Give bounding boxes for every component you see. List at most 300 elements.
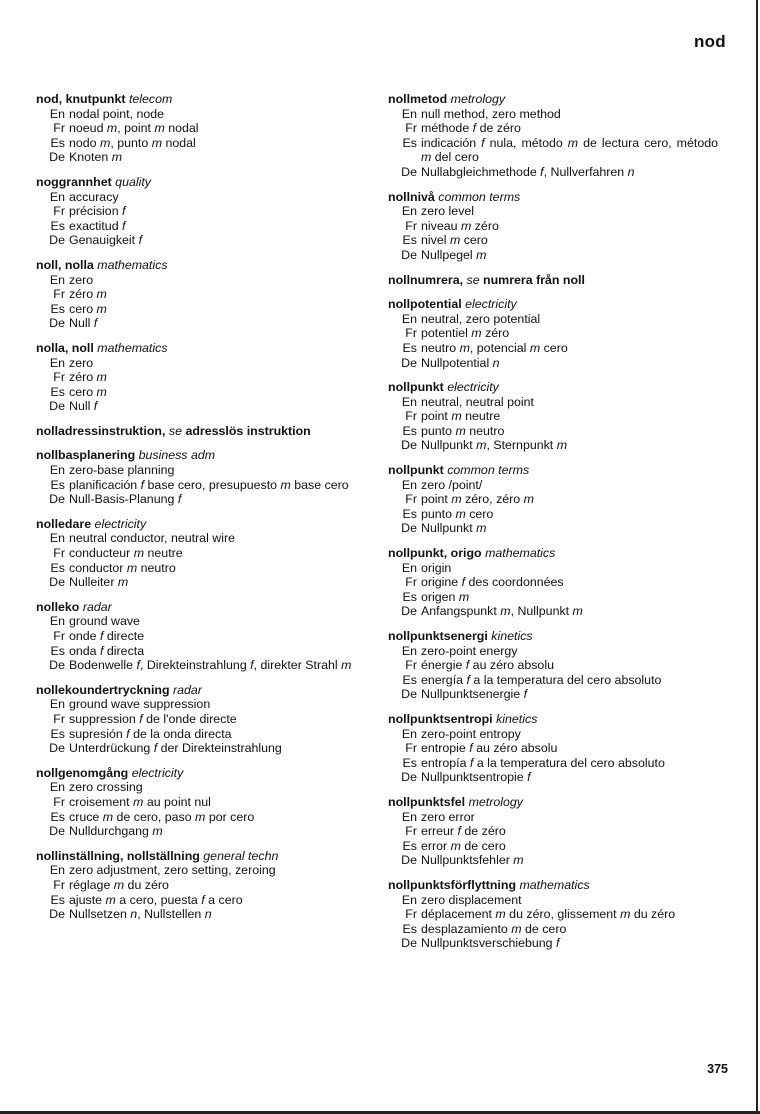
translation-line [36, 561, 371, 576]
translation-segment: Nullpunktsentropie [421, 770, 528, 785]
entry-headword [36, 517, 371, 532]
translation-segment: , Nullverfahren [543, 164, 628, 179]
translation-line [36, 658, 371, 673]
language-code: De [49, 316, 65, 331]
translation-text [421, 326, 718, 341]
translation-line [388, 121, 718, 136]
entry-headword [388, 795, 718, 810]
translation-text [69, 614, 371, 629]
translation-segment: au zéro absolu [472, 741, 558, 756]
translation-segment: de lectura cero, método [578, 135, 718, 150]
translation-text [421, 907, 718, 922]
translation-segment: cruce [69, 809, 103, 824]
translation-text [69, 136, 371, 151]
translation-segment: directe [103, 629, 145, 643]
language-code: De [401, 853, 417, 868]
translation-text [421, 204, 718, 219]
language-code: Fr [53, 877, 65, 892]
translation-line [36, 907, 371, 922]
headword-term: adresslös instruktion [185, 423, 311, 438]
grammatical-gender: m [529, 340, 541, 355]
subject-field-label: quality [115, 174, 151, 189]
grammatical-gender: n [204, 907, 212, 922]
translation-segment: conductor [69, 560, 127, 575]
translation-text [69, 863, 371, 878]
translation-segment: conducteur [69, 546, 134, 561]
translation-segment: des coordonnées [465, 575, 564, 590]
grammatical-gender: m [421, 150, 432, 165]
dictionary-entry [388, 190, 718, 263]
translation-line [388, 575, 718, 590]
grammatical-gender: m [341, 658, 352, 673]
translation-line [388, 604, 718, 619]
headword-term: nolla, noll [36, 340, 94, 355]
subject-field-label: business adm [138, 448, 216, 463]
translation-text [69, 810, 371, 825]
translation-segment: punto [421, 506, 456, 521]
translation-segment: der Direkteinstrahlung [157, 741, 282, 756]
translation-line [388, 687, 718, 702]
language-code: De [401, 770, 417, 785]
page-edge-right [756, 0, 758, 1114]
language-code: En [401, 311, 417, 326]
translation-text [421, 839, 718, 854]
dictionary-entry [36, 175, 371, 248]
grammatical-gender: m [459, 340, 470, 355]
language-code: De [49, 575, 65, 590]
subject-field-label: general techn [203, 848, 279, 863]
translation-segment: croisement [69, 794, 134, 809]
translation-text [69, 107, 371, 122]
translation-segment: punto [421, 423, 456, 438]
translation-segment: null method, zero method [421, 106, 561, 121]
language-code: En [49, 697, 65, 712]
subject-field-label: electricity [94, 516, 147, 531]
translation-segment: Unterdrückung [69, 741, 154, 756]
grammatical-gender: m [451, 409, 462, 424]
grammatical-gender: m [500, 604, 511, 619]
translation-line [36, 273, 371, 288]
translation-text [69, 824, 371, 839]
grammatical-gender: m [513, 853, 524, 868]
grammatical-gender: f [481, 135, 485, 150]
dictionary-entry [388, 795, 718, 868]
language-code: De [49, 399, 65, 414]
translation-text [69, 531, 371, 546]
language-code: En [401, 643, 417, 658]
entry-headword [388, 712, 718, 727]
grammatical-gender: f [540, 164, 544, 179]
dictionary-entry [36, 92, 371, 165]
grammatical-gender: f [469, 755, 474, 770]
language-code: En [401, 394, 417, 409]
translation-segment: a cero, puesta [115, 892, 202, 907]
language-code: Es [50, 643, 65, 658]
translation-line [36, 575, 371, 590]
translation-line [36, 712, 371, 727]
grammatical-gender: m [449, 233, 461, 248]
translation-line [388, 326, 718, 341]
translation-line [388, 673, 718, 688]
translation-line [36, 780, 371, 795]
grammatical-gender: m [96, 384, 107, 399]
subject-field-label: telecom [128, 92, 173, 106]
translation-segment: zero /point/ [421, 477, 483, 492]
language-code: Es [50, 384, 65, 399]
translation-segment: zero crossing [69, 780, 143, 795]
translation-segment: desplazamiento [421, 921, 512, 936]
cross-reference-marker: se [168, 423, 182, 438]
language-code: En [401, 560, 417, 575]
translation-segment: supresión [69, 726, 127, 741]
dictionary-entry [388, 712, 718, 785]
translation-segment: planificación [69, 477, 141, 492]
translation-line [36, 399, 371, 414]
grammatical-gender: m [154, 121, 165, 136]
translation-line [388, 521, 718, 536]
language-code: Fr [53, 204, 65, 219]
grammatical-gender: m [471, 326, 482, 341]
translation-text [421, 770, 718, 785]
translation-line [36, 478, 371, 493]
dictionary-column-left [36, 92, 371, 932]
grammatical-gender: m [126, 560, 138, 575]
translation-segment: zero error [421, 809, 475, 824]
language-code: En [49, 272, 65, 287]
language-code: De [401, 247, 417, 262]
entry-headword [36, 683, 371, 698]
translation-segment: de cero [460, 838, 506, 853]
translation-text [421, 673, 718, 688]
translation-segment: , Direkteinstrahlung [139, 658, 251, 673]
grammatical-gender: m [105, 892, 116, 907]
translation-line [36, 107, 371, 122]
translation-line [388, 204, 718, 219]
translation-segment: Nulleiter [69, 575, 118, 590]
translation-line [388, 424, 718, 439]
translation-segment: Nulldurchgang [69, 824, 153, 839]
headword-term: nod, knutpunkt [36, 92, 126, 106]
translation-line [36, 370, 371, 385]
translation-segment: nodal [164, 121, 199, 136]
grammatical-gender: m [117, 575, 129, 590]
translation-line [36, 644, 371, 659]
translation-line [388, 824, 718, 839]
translation-text [69, 463, 371, 478]
translation-text [69, 385, 371, 400]
grammatical-gender: m [106, 121, 118, 136]
headword-term: nolledare [36, 516, 92, 531]
translation-line [388, 233, 718, 248]
dictionary-entry [36, 448, 371, 506]
translation-text [69, 233, 371, 248]
language-code: Fr [405, 575, 417, 590]
grammatical-gender: m [111, 150, 123, 165]
language-code: Fr [53, 287, 65, 302]
translation-segment: de cero [521, 921, 567, 936]
dictionary-entry [36, 517, 371, 590]
grammatical-gender: m [455, 423, 466, 438]
translation-line [388, 756, 718, 771]
translation-text [69, 478, 371, 493]
entry-headword [36, 600, 371, 615]
subject-field-label: radar [82, 599, 112, 614]
headword-term: nollpunkt [388, 463, 444, 478]
translation-segment: zero-base planning [69, 463, 175, 478]
language-code: De [401, 164, 417, 179]
grammatical-gender: n [492, 355, 500, 370]
dictionary-entry [36, 424, 371, 439]
grammatical-gender: m [620, 907, 631, 922]
translation-segment: du zéro, glissement [505, 907, 621, 922]
translation-text [421, 107, 718, 122]
translation-segment: précision [69, 204, 123, 219]
language-code: Es [402, 340, 417, 355]
translation-segment: zero [69, 272, 94, 287]
grammatical-gender: f [139, 711, 143, 726]
language-code: Fr [405, 492, 417, 507]
translation-segment: origin [421, 560, 452, 575]
translation-text [421, 853, 718, 868]
grammatical-gender: m [450, 838, 461, 853]
dictionary-entry [36, 849, 371, 922]
translation-segment: ground wave [69, 614, 140, 629]
translation-segment: Bodenwelle [69, 658, 137, 673]
translation-segment: noeud [69, 121, 107, 136]
translation-segment: neutre [461, 409, 501, 424]
translation-segment: cero [69, 301, 97, 316]
headword-term: nollekoundertryckning [36, 682, 170, 697]
translation-text [69, 150, 371, 165]
translation-segment: zero displacement [421, 892, 522, 907]
language-code: Es [402, 672, 417, 687]
grammatical-gender: f [556, 936, 560, 951]
translation-line [36, 629, 371, 644]
translation-text [69, 316, 371, 331]
language-code: Fr [405, 658, 417, 673]
language-code: De [401, 355, 417, 370]
page-number: 375 [707, 1062, 728, 1076]
translation-line [388, 770, 718, 785]
translation-line [36, 190, 371, 205]
grammatical-gender: f [153, 741, 158, 756]
translation-segment: zero adjustment, zero setting, zeroing [69, 863, 276, 878]
language-code: Es [50, 892, 65, 907]
grammatical-gender: m [96, 370, 107, 385]
translation-text [421, 658, 718, 673]
dictionary-entry [36, 683, 371, 756]
language-code: Fr [53, 370, 65, 385]
headword-term: nollpunktsentropi [388, 711, 493, 726]
translation-text [69, 644, 371, 659]
translation-segment: Nullsetzen [69, 907, 131, 922]
translation-text [69, 204, 371, 219]
translation-segment: Null [69, 399, 94, 414]
language-code: Fr [53, 629, 65, 643]
translation-segment: du zéro [630, 907, 676, 922]
translation-line [388, 438, 718, 453]
grammatical-gender: m [100, 135, 111, 150]
dictionary-entry [36, 258, 371, 331]
translation-line [388, 107, 718, 122]
translation-segment: indicación [421, 135, 482, 150]
translation-text [421, 341, 718, 356]
translation-segment: Nullabgleichmethode [421, 164, 541, 179]
grammatical-gender: f [140, 477, 145, 492]
translation-segment: Nullpunkt [421, 438, 477, 453]
entry-headword [36, 258, 371, 273]
grammatical-gender: m [133, 794, 144, 809]
dictionary-entry [388, 546, 718, 619]
language-code: En [49, 780, 65, 795]
language-code: Es [50, 726, 65, 741]
dictionary-entry [388, 92, 718, 180]
translation-segment: neutral, zero potential [421, 311, 541, 326]
grammatical-gender: f [136, 658, 140, 673]
grammatical-gender: f [93, 399, 98, 414]
translation-line [36, 878, 371, 893]
translation-segment: neutro [465, 423, 505, 438]
translation-segment: réglage [69, 877, 114, 892]
translation-segment: onde [69, 629, 101, 643]
language-code: En [401, 106, 417, 121]
grammatical-gender: m [96, 287, 107, 302]
translation-segment: Null-Basis-Planung [69, 492, 178, 507]
language-code: Fr [405, 326, 417, 341]
dictionary-entry [36, 766, 371, 839]
language-code: De [49, 824, 65, 839]
translation-text [421, 121, 718, 136]
grammatical-gender: f [465, 658, 470, 673]
dictionary-entry [388, 629, 718, 702]
translation-line [388, 907, 718, 922]
grammatical-gender: f [93, 316, 98, 331]
translation-segment: Nullpunkt [421, 521, 477, 536]
headword-term: nollnivå [388, 189, 435, 204]
subject-field-label: mathematics [97, 257, 168, 272]
translation-line [388, 219, 718, 234]
grammatical-gender: f [138, 233, 143, 248]
grammatical-gender: f [122, 218, 126, 233]
translation-text [421, 136, 718, 165]
translation-line [36, 863, 371, 878]
grammatical-gender: m [476, 247, 487, 262]
subject-field-label: mathematics [97, 340, 168, 355]
translation-segment: por cero [205, 809, 255, 824]
translation-segment: entropie [421, 741, 470, 756]
language-code: De [401, 936, 417, 951]
translation-segment: suppression [69, 711, 140, 726]
translation-line [36, 121, 371, 136]
translation-text [69, 219, 371, 234]
translation-segment: point [421, 492, 452, 507]
translation-segment: Nullpunktsfehler [421, 853, 514, 868]
translation-text [69, 741, 371, 756]
language-code: De [49, 658, 65, 673]
translation-segment: a la temperatura del cero absoluto [473, 755, 665, 770]
translation-line [36, 741, 371, 756]
translation-line [36, 219, 371, 234]
grammatical-gender: m [451, 492, 462, 507]
grammatical-gender: f [461, 575, 466, 590]
translation-text [69, 370, 371, 385]
language-code: De [401, 604, 417, 619]
translation-segment: point [421, 409, 452, 424]
translation-text [69, 492, 371, 507]
translation-text [69, 121, 371, 136]
grammatical-gender: m [495, 907, 506, 922]
language-code: Es [402, 838, 417, 853]
translation-segment: nivel [421, 233, 450, 248]
translation-line [36, 546, 371, 561]
translation-line [36, 233, 371, 248]
entry-headword [388, 297, 718, 312]
dictionary-entry [388, 297, 718, 370]
language-code: Fr [405, 409, 417, 424]
headword-term: nollpunkt [388, 380, 444, 395]
entry-headword [388, 92, 718, 107]
language-code: En [49, 531, 65, 546]
translation-text [69, 273, 371, 288]
translation-line [36, 356, 371, 371]
grammatical-gender: f [250, 658, 254, 673]
translation-text [69, 712, 371, 727]
translation-line [36, 697, 371, 712]
grammatical-gender: f [466, 672, 470, 687]
translation-line [36, 824, 371, 839]
grammatical-gender: f [472, 121, 477, 136]
translation-line [388, 810, 718, 825]
grammatical-gender: m [280, 477, 291, 492]
headword-term: nollpunkt, origo [388, 546, 482, 561]
translation-segment: , Nullstellen [137, 907, 205, 922]
subject-field-label: electricity [131, 765, 184, 780]
translation-line [388, 341, 718, 356]
language-code: Es [50, 560, 65, 575]
translation-segment: au point nul [143, 794, 211, 809]
translation-text [69, 302, 371, 317]
translation-segment: cero [460, 233, 488, 248]
language-code: Es [50, 135, 65, 150]
translation-text [69, 893, 371, 908]
entry-headword [388, 380, 718, 395]
translation-segment: zéro [69, 370, 97, 385]
translation-segment: Nullpotential [421, 355, 493, 370]
subject-field-label: electricity [447, 380, 499, 395]
translation-segment: niveau [421, 218, 461, 233]
translation-line [388, 561, 718, 576]
translation-segment: zero-point entropy [421, 726, 521, 741]
translation-text [421, 936, 718, 951]
translation-segment: cero [540, 340, 568, 355]
translation-segment: nodo [69, 135, 101, 150]
running-header-word: nod [693, 32, 726, 51]
entry-headword [36, 448, 371, 463]
language-code: Fr [53, 121, 65, 136]
subject-field-label: mathematics [485, 546, 556, 561]
entry-headword [36, 849, 371, 864]
translation-line [388, 248, 718, 263]
translation-line [388, 853, 718, 868]
language-code: Es [402, 233, 417, 248]
translation-segment: neutral conductor, neutral wire [69, 531, 235, 546]
translation-segment: , punto [110, 135, 152, 150]
translation-line [36, 150, 371, 165]
translation-line [36, 136, 371, 151]
language-code: En [401, 477, 417, 492]
subject-field-label: mathematics [519, 877, 590, 892]
grammatical-gender: f [122, 204, 126, 219]
